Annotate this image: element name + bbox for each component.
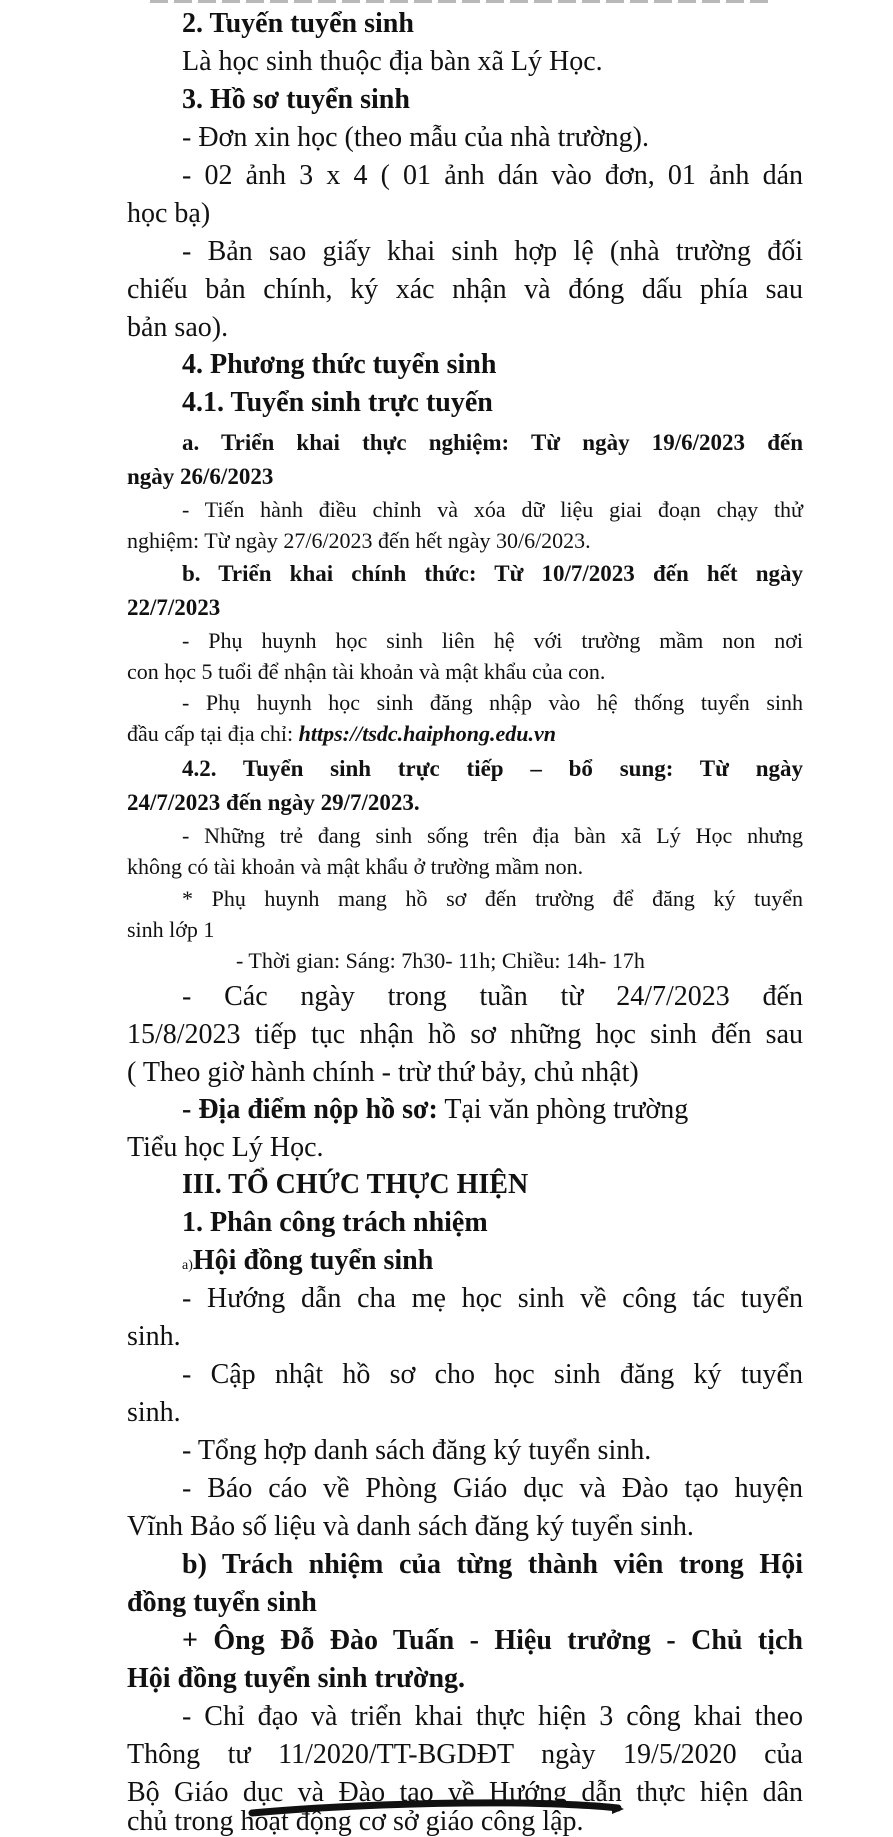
text-line: - Các ngày trong tuần từ 24/7/2023 đến — [182, 981, 803, 1012]
text-segment: đầu cấp tại địa chỉ: — [127, 721, 299, 746]
text-line: ngày 26/6/2023 — [127, 464, 274, 489]
text-line: Vĩnh Bảo số liệu và danh sách đăng ký tuyển sinh. — [127, 1511, 694, 1542]
text-line: - Phụ huynh học sinh đăng nhập vào hệ thống tuyển sinh — [182, 690, 803, 715]
text-line: - Cập nhật hồ sơ cho học sinh đăng ký tuyển — [182, 1359, 803, 1390]
subheading-b: b. Triển khai chính thức: Từ 10/7/2023 đến hết ngày — [182, 561, 803, 586]
text-line: con học 5 tuổi để nhận tài khoản và mật khẩu của con. — [127, 659, 606, 684]
text-line: Thông tư 11/2020/TT-BGDĐT ngày 19/5/2020 của — [127, 1739, 803, 1770]
text-line: - Tiến hành điều chỉnh và xóa dữ liệu giai đoạn chạy thử — [182, 497, 803, 522]
heading-2: 2. Tuyến tuyển sinh — [182, 8, 414, 39]
subheading-b: b) Trách nhiệm của từng thành viên trong Hội — [182, 1549, 803, 1580]
text-line: 15/8/2023 tiếp tục nhận hồ sơ những học sinh đến sau — [127, 1019, 803, 1050]
text-line: Hội đồng tuyển sinh trường. — [127, 1663, 466, 1694]
text-line: - Bản sao giấy khai sinh hợp lệ (nhà trường đối — [182, 236, 803, 267]
text-line: chủ trong hoạt động cơ sở giáo công lập. — [127, 1806, 584, 1837]
text-line: chiếu bản chính, ký xác nhận và đóng dấu phía sau — [127, 274, 803, 305]
text-line: - Tổng hợp danh sách đăng ký tuyển sinh. — [182, 1435, 652, 1466]
text-line: 24/7/2023 đến ngày 29/7/2023. — [127, 790, 420, 815]
text-line: sinh. — [127, 1321, 181, 1352]
text-segment: Tại văn phòng trường — [437, 1094, 689, 1125]
heading-3: 3. Hồ sơ tuyển sinh — [182, 84, 410, 115]
subheading-a: a. Triển khai thực nghiệm: Từ ngày 19/6/2023 đến — [182, 430, 803, 455]
text-line: sinh lớp 1 — [127, 917, 215, 942]
text-line: không có tài khoản và mật khẩu ở trường mầm non. — [127, 854, 584, 879]
list-marker: a) — [182, 1258, 193, 1273]
text-segment: - Địa điểm nộp hồ sơ: — [182, 1094, 438, 1125]
text-segment: Hội đồng tuyển sinh — [192, 1245, 434, 1276]
text-line: sinh. — [127, 1397, 181, 1428]
heading-4-2: 4.2. Tuyển sinh trực tiếp – bổ sung: Từ ngày — [182, 756, 803, 781]
text-line: nghiệm: Từ ngày 27/6/2023 đến hết ngày 30/6/2023. — [127, 528, 591, 553]
text-line: học bạ) — [127, 198, 211, 229]
member-heading: + Ông Đỗ Đào Tuấn - Hiệu trưởng - Chủ tịch — [182, 1625, 803, 1656]
section-heading-iii: III. TỔ CHỨC THỰC HIỆN — [182, 1169, 529, 1200]
text-line: - Thời gian: Sáng: 7h30- 11h; Chiều: 14h- 17h — [236, 948, 645, 973]
text-line: 22/7/2023 — [127, 595, 221, 620]
text-line: ( Theo giờ hành chính - trừ thứ bảy, chủ nhật) — [127, 1057, 639, 1088]
heading-1: 1. Phân công trách nhiệm — [182, 1207, 488, 1238]
text-line: - Báo cáo về Phòng Giáo dục và Đào tạo huyện — [182, 1473, 803, 1504]
text-line: * Phụ huynh mang hồ sơ đến trường để đăng ký tuyển — [182, 886, 803, 911]
text-line: - Những trẻ đang sinh sống trên địa bàn xã Lý Học nhưng — [182, 823, 803, 848]
text-line: Tiểu học Lý Học. — [127, 1132, 324, 1163]
text-line: Bộ Giáo dục và Đào tạo về Hướng dẫn thực hiện dân — [127, 1777, 803, 1808]
text-line: đồng tuyển sinh — [127, 1587, 317, 1618]
text-line: - Đơn xin học (theo mẫu của nhà trường). — [182, 122, 649, 153]
heading-4: 4. Phương thức tuyển sinh — [182, 349, 497, 380]
website-url: https://tsdc.haiphong.edu.vn — [298, 721, 556, 746]
text-line: - Chỉ đạo và triển khai thực hiện 3 công khai theo — [182, 1701, 803, 1732]
text-line: - 02 ảnh 3 x 4 ( 01 ảnh dán vào đơn, 01 ảnh dán — [182, 160, 803, 191]
text-line: Là học sinh thuộc địa bàn xã Lý Học. — [182, 46, 603, 77]
heading-4-1: 4.1. Tuyển sinh trực tuyến — [182, 387, 493, 418]
text-line: - Phụ huynh học sinh liên hệ với trường mầm non nơi — [182, 628, 803, 653]
text-line: - Hướng dẫn cha mẹ học sinh về công tác tuyển — [182, 1283, 803, 1314]
text-line: bản sao). — [127, 312, 229, 343]
